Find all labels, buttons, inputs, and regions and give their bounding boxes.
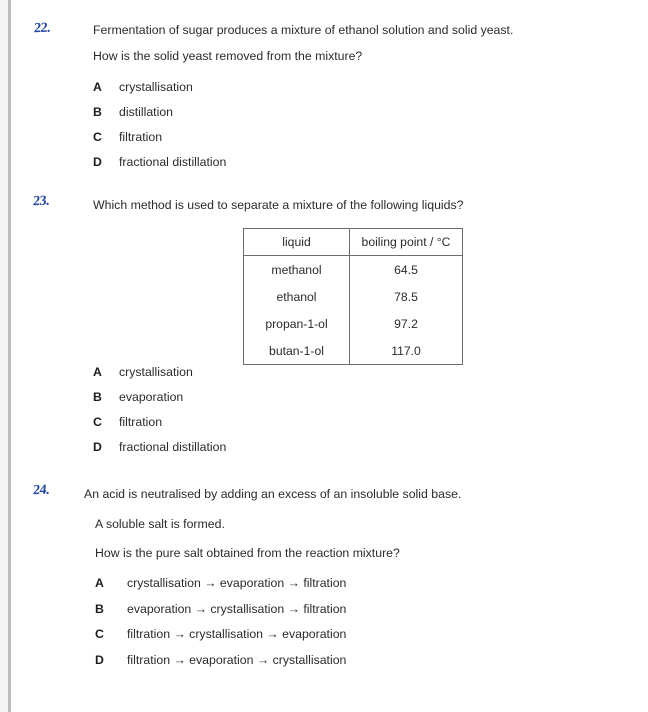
paper-sheet (11, 0, 648, 712)
table-row (244, 256, 463, 284)
option-text: filtration (119, 130, 163, 144)
cell-boiling-point: 64.5 (350, 256, 463, 284)
option-text: evaporation → crystallisation → filtration (127, 602, 347, 616)
option-letter: A (93, 365, 102, 379)
table-row (244, 337, 463, 365)
question-22 (11, 0, 648, 185)
question-24-stem-line-3: How is the pure salt obtained from the reaction mixture? (95, 546, 400, 560)
option-letter: B (95, 602, 104, 616)
table-header-row (244, 229, 463, 256)
option-text: fractional distillation (119, 155, 227, 169)
question-24-stem-line-2: A soluble salt is formed. (95, 517, 225, 531)
table-row (244, 310, 463, 337)
cell-liquid: ethanol (244, 283, 350, 310)
option-text: filtration → crystallisation → evaporation (127, 627, 347, 641)
cell-boiling-point: 97.2 (350, 310, 463, 337)
question-22-stem-line-2: How is the solid yeast removed from the mixture? (93, 49, 363, 63)
option-letter: C (95, 627, 104, 641)
question-23-number: 23. (32, 193, 50, 210)
cell-liquid: butan-1-ol (244, 337, 350, 365)
table-header-liquid: liquid (244, 229, 350, 256)
option-letter: A (95, 576, 104, 590)
option-text: crystallisation (119, 80, 193, 94)
scan-gutter (0, 0, 8, 712)
option-text: distillation (119, 105, 173, 119)
option-letter: B (93, 105, 102, 119)
option-letter: B (93, 390, 102, 404)
option-letter: D (93, 440, 102, 454)
cell-liquid: propan-1-ol (244, 310, 350, 337)
cell-boiling-point: 78.5 (350, 283, 463, 310)
table-row (244, 283, 463, 310)
option-letter: A (93, 80, 102, 94)
question-24-stem-line-1: An acid is neutralised by adding an excess of an insoluble solid base. (84, 487, 462, 501)
table-body (244, 256, 463, 365)
question-23-stem-line-1: Which method is used to separate a mixture of the following liquids? (93, 198, 464, 212)
question-22-number: 22. (33, 20, 51, 37)
question-22-stem-line-1: Fermentation of sugar produces a mixture of ethanol solution and solid yeast. (93, 23, 514, 37)
option-text: crystallisation (119, 365, 193, 379)
option-text: fractional distillation (119, 440, 227, 454)
option-letter: C (93, 415, 102, 429)
option-text: filtration → evaporation → crystallisation (127, 653, 347, 667)
option-text: evaporation (119, 390, 184, 404)
option-letter: D (93, 155, 102, 169)
cell-liquid: methanol (244, 256, 350, 284)
question-24-number: 24. (32, 482, 50, 499)
option-text: crystallisation → evaporation → filtration (127, 576, 347, 590)
option-letter: C (93, 130, 102, 144)
cell-boiling-point: 117.0 (350, 337, 463, 365)
table-head (244, 229, 463, 256)
boiling-point-table (243, 228, 463, 365)
option-text: filtration (119, 415, 163, 429)
option-letter: D (95, 653, 104, 667)
table-header-boiling-point: boiling point / °C (350, 229, 463, 256)
